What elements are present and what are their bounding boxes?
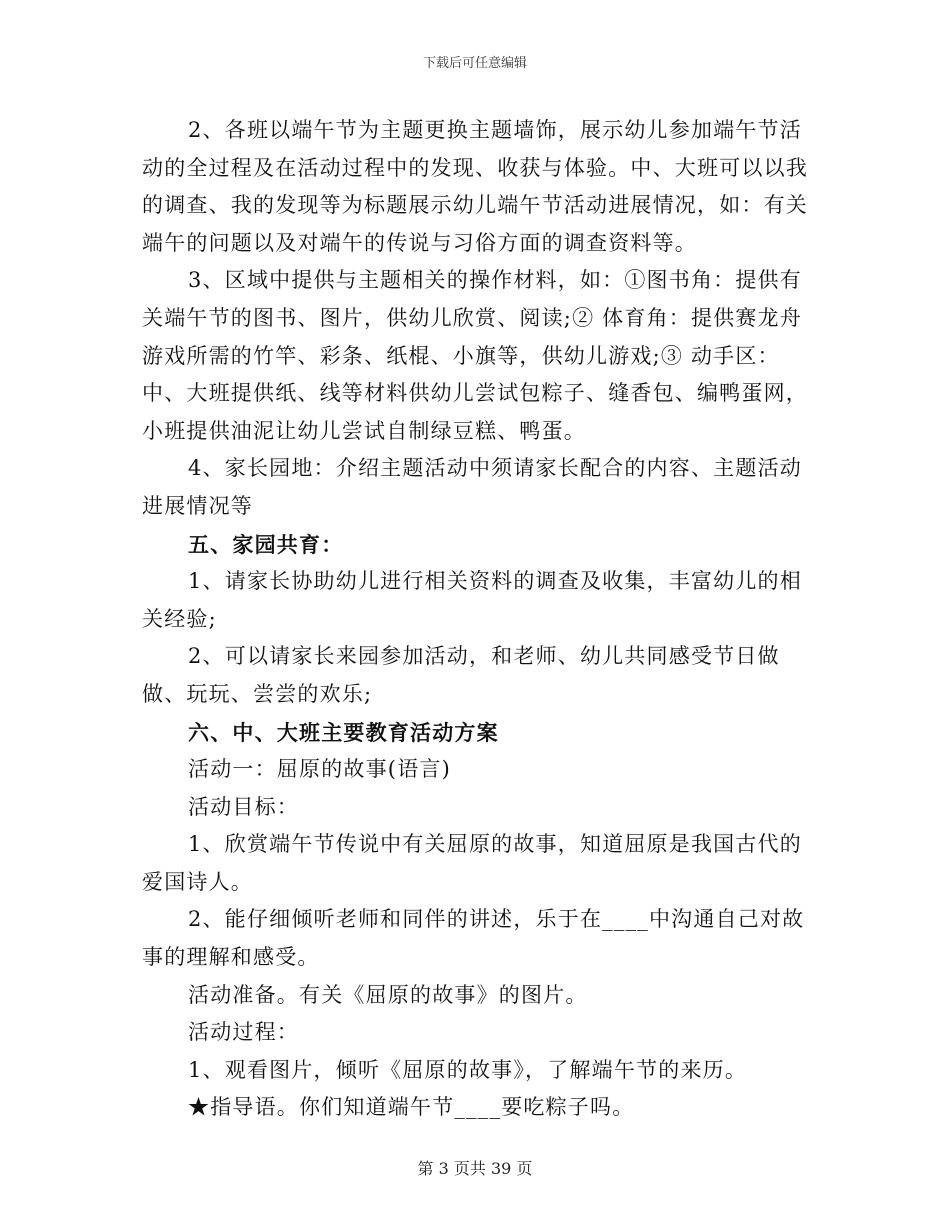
section-heading: 六、中、大班主要教育活动方案 (188, 719, 499, 745)
paragraph: 1、欣赏端午节传说中有关屈原的故事，知道屈原是我国古代的爱国诗人。 (142, 832, 802, 894)
paragraph: 1、观看图片，倾听《屈原的故事》，了解端午节的来历。 (188, 1057, 748, 1082)
paragraph: 活动准备。有关《屈原的故事》的图片。 (188, 982, 588, 1007)
section-heading: 五、家园共育： (188, 531, 344, 557)
paragraph: 活动过程： (188, 1020, 299, 1045)
paragraph: 3、区域中提供与主题相关的操作材料，如：①图书角：提供有关端午节的图书、图片，供幼儿欣赏、阅读;② 体育角：提供赛龙舟游戏所需的竹竿、彩条、纸棍、小旗等，供幼儿游戏;③ 动手区：中、大班提供纸、线等材料供幼儿尝试包粽子、缝香包、编鸭蛋网，小班提供油泥让幼儿尝试自制绿豆糕、鸭蛋。 (142, 268, 808, 443)
page-footer: 第 3 页共 39 页 (417, 1159, 533, 1178)
document-body (142, 112, 814, 1127)
page-header: 下载后可任意编辑 (422, 56, 527, 71)
paragraph: 活动目标： (188, 794, 299, 819)
paragraph: 4、家长园地：介绍主题活动中须请家长配合的内容、主题活动进展情况等 (142, 456, 802, 518)
paragraph: 2、可以请家长来园参加活动，和老师、幼儿共同感受节日做做、玩玩、尝尝的欢乐; (142, 644, 780, 706)
paragraph: ★指导语。你们知道端午节____要吃粽子吗。 (188, 1095, 635, 1120)
paragraph: 1、请家长协助幼儿进行相关资料的调查及收集，丰富幼儿的相关经验; (142, 569, 802, 631)
paragraph: 2、能仔细倾听老师和同伴的讲述，乐于在____中沟通自己对故事的理解和感受。 (142, 907, 805, 970)
paragraph: 2、各班以端午节为主题更换主题墙饰，展示幼儿参加端午节活动的全过程及在活动过程中的发现、收获与体验。中、大班可以以我的调查、我的发现等为标题展示幼儿端午节活动进展情况，如：有关端午的问题以及对端午的传说与习俗方面的调查资料等。 (142, 118, 808, 255)
paragraph: 活动一：屈原的故事(语言) (188, 757, 451, 782)
